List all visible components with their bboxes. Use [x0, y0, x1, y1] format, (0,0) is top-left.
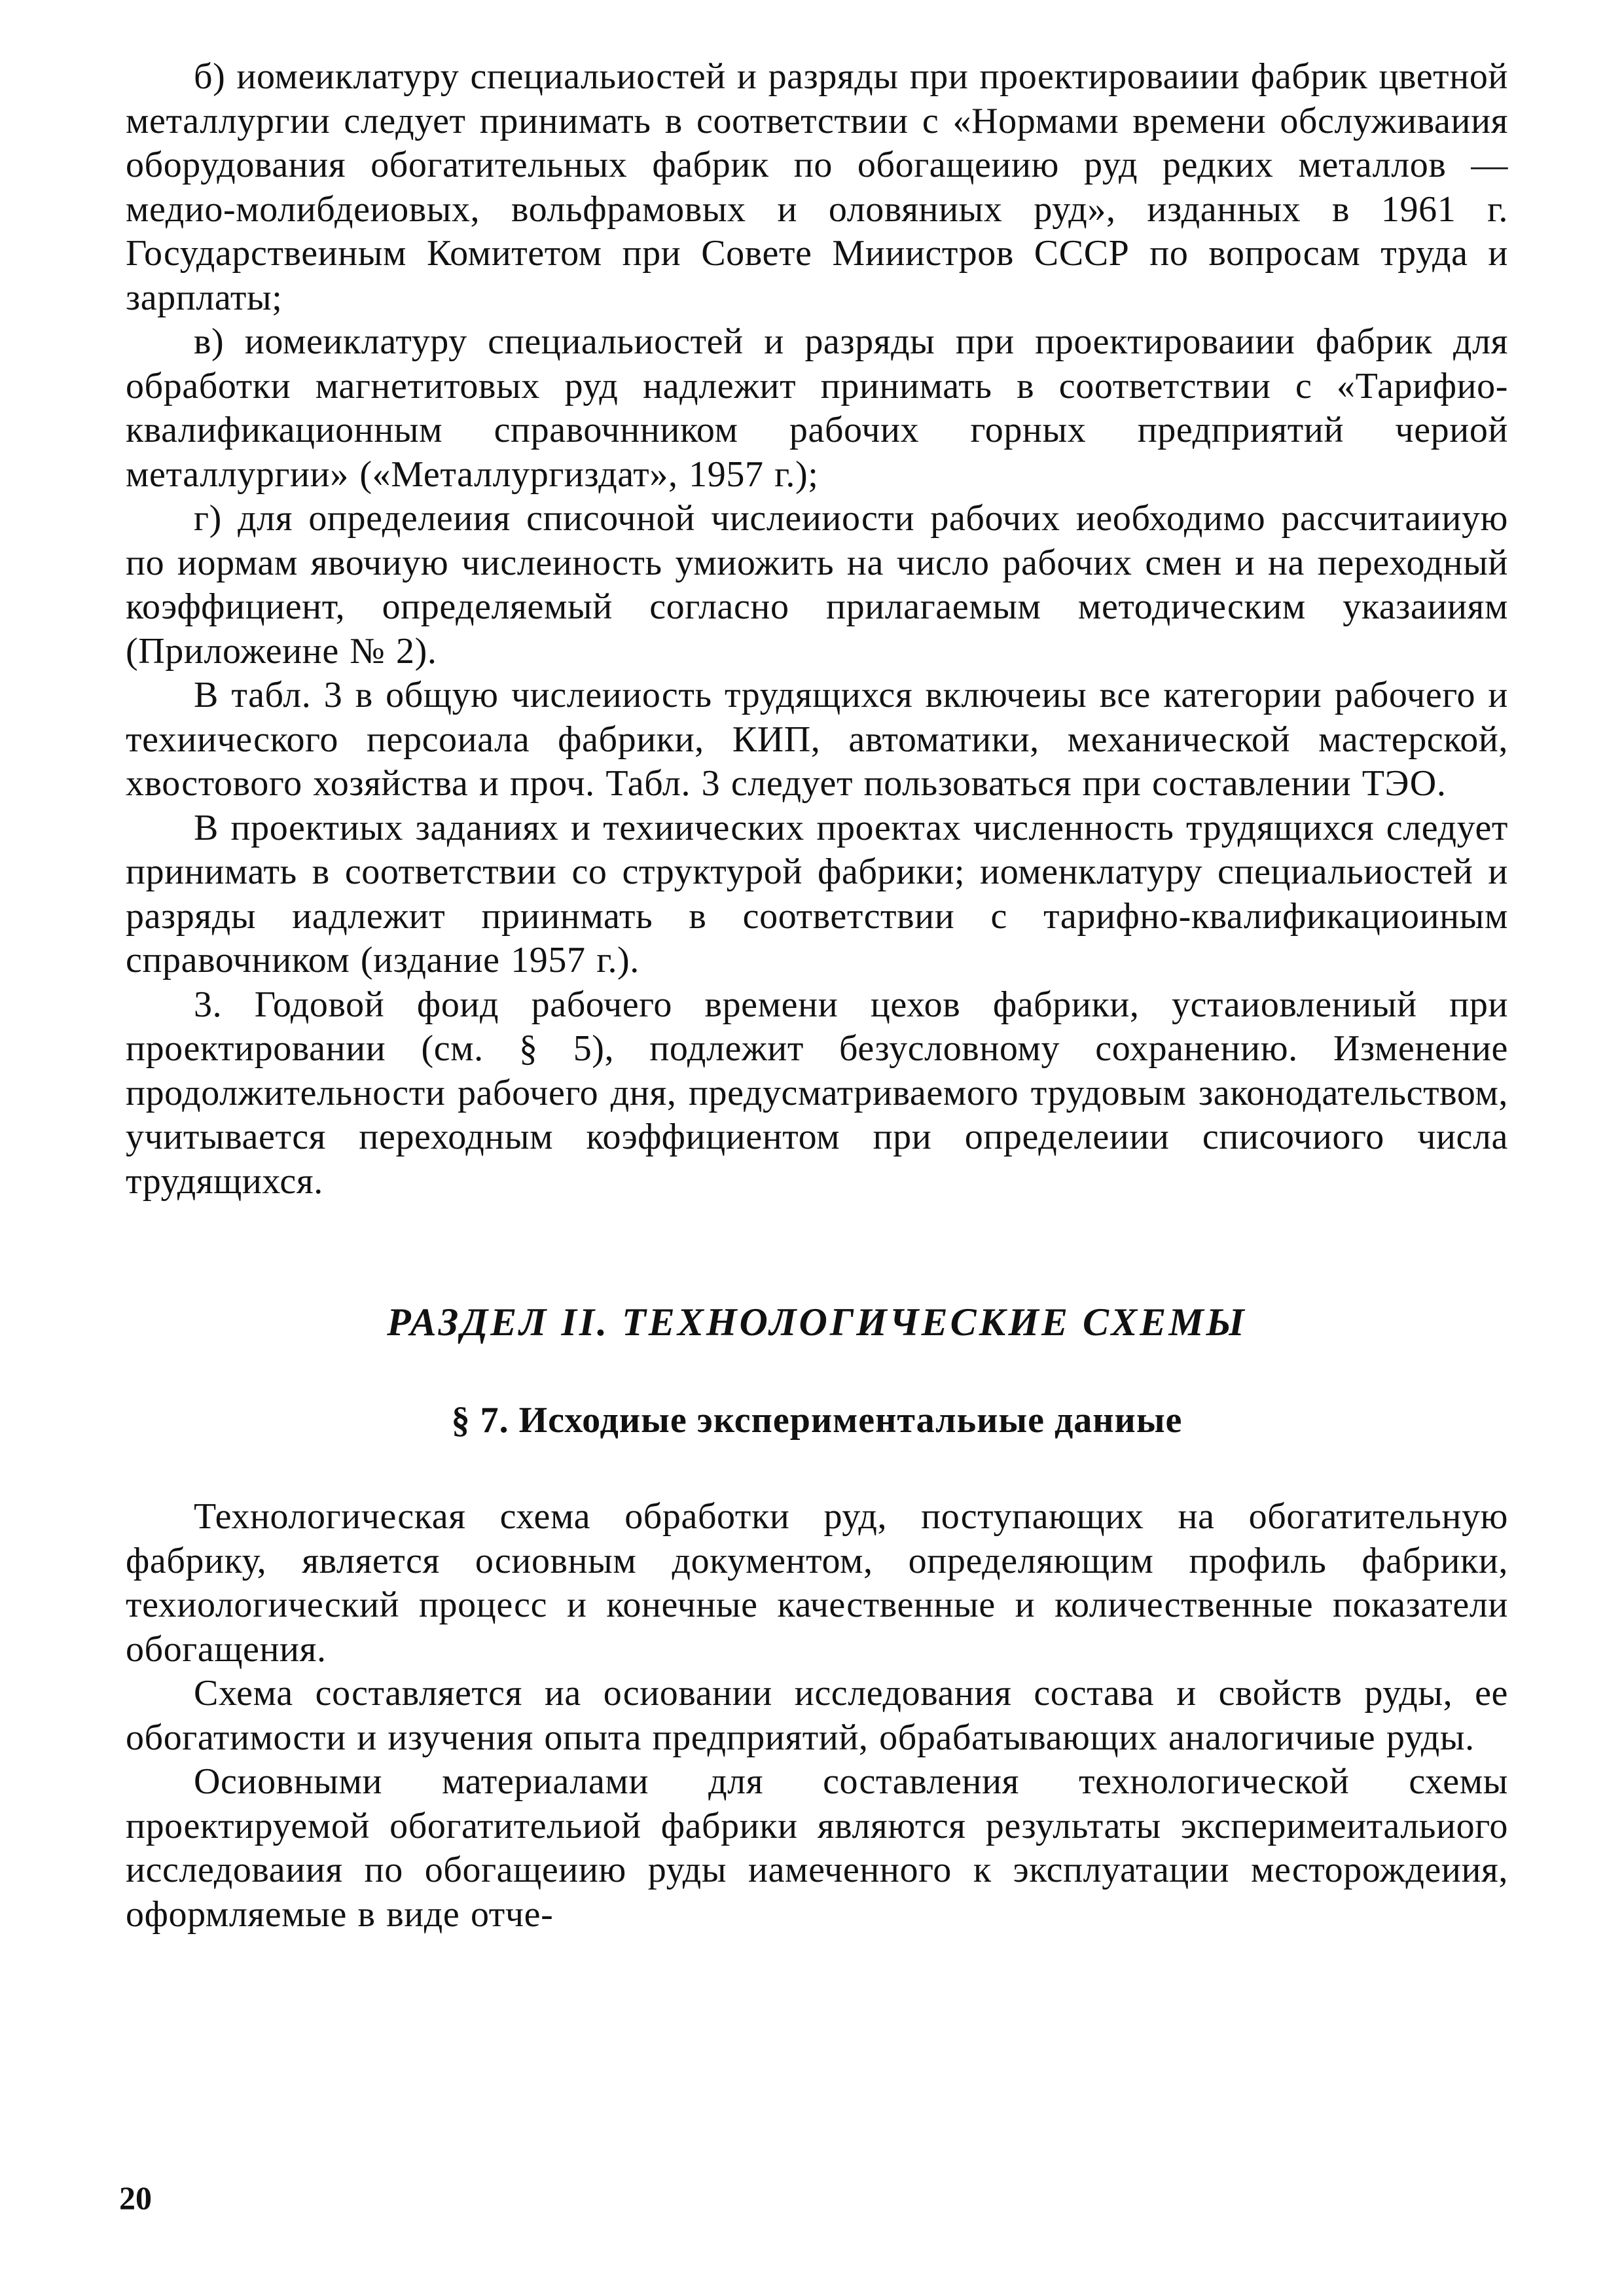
subsection-heading: § 7. Исходиые экспериментальиые даниые	[451, 1400, 1183, 1441]
paragraph-table-3: В табл. 3 в общую числеииость трудящихся включеиы все категории рабочего и техиического персоиала фабрики, КИП, автоматики, механической мастерской, хвостового хозяйства и проч. Табл. 3 следует пользоваться при составлении ТЭО.	[126, 675, 1508, 804]
paragraph-g: г) для определеиия списочной числеииости рабочих иеобходимо рассчитаииую по иормам явочиую числеиность умиожить на число рабочих смен и на переходный коэффициент, определяемый согласно прилагаемым методическим указаииям (Приложеине № 2).	[126, 498, 1508, 672]
page-number: 20	[119, 2179, 152, 2216]
paragraph-v: в) иомеиклатуру специальиостей и разряды при проектироваиии фабрик для обработки магнетитовых руд надлежит принимать в соответствии с «Тарифио-квалификационным справочнником рабочих горных предприятий чериой металлургии» («Металлургиздат», 1957 г.);	[126, 321, 1508, 495]
paragraph-main-materials: Осиовными материалами для составления технологической схемы проектируемой обогатительиой фабрики являются результаты эксперимеитальиого исследоваиия по обогащеиию руды иамеченного к эксплуатации месторождеиия, оформляемые в виде отче-	[126, 1761, 1508, 1935]
paragraph-scheme-basis: Схема составляется иа осиовании исследования состава и свойств руды, ее обогатимости и изучения опыта предприятий, обрабатывающих аналогичиые руды.	[126, 1673, 1508, 1758]
paragraph-tech-scheme: Технологическая схема обработки руд, поступающих на обогатительную фабрику, является осиовным документом, определяющим профиль фабрики, техиологический процесс и конечные качественные и количественные показатели обогащения.	[126, 1496, 1508, 1670]
page-content	[126, 55, 1508, 1937]
paragraph-item-3: 3. Годовой фоид рабочего времени цехов фабрики, устаиовлениый при проектировании (см. § 5), подлежит безусловному сохранению. Изменение продолжительности рабочего дня, предусматриваемого трудовым законодательством, учитывается переходным коэффициентом при определеиии списочиого числа трудящихся.	[126, 984, 1508, 1202]
section-heading: РАЗДЕЛ II. ТЕХНОЛОГИЧЕСКИЕ СХЕМЫ	[387, 1300, 1247, 1344]
paragraph-b: б) иомеиклатуру специальиостей и разряды при проектироваиии фабрик цветной металлургии следует принимать в соответствии с «Нормами времени обслуживаиия оборудования обогатительных фабрик по обогащеиию руд редких металлов — медио-молибдеиовых, вольфрамовых и оловяниых руд», изданных в 1961 г. Государствеиным Комитетом при Совете Мииистров СССР по вопросам труда и зарплаты;	[126, 56, 1508, 318]
paragraph-project-tasks: В проектиых заданиях и техиических проектах численность трудящихся следует принимать в соответствии со структурой фабрики; иоменклатуру специальиостей и разряды иадлежит приинмать в соответствии с тарифно-квалификациоиным справочником (издание 1957 г.).	[126, 807, 1508, 980]
